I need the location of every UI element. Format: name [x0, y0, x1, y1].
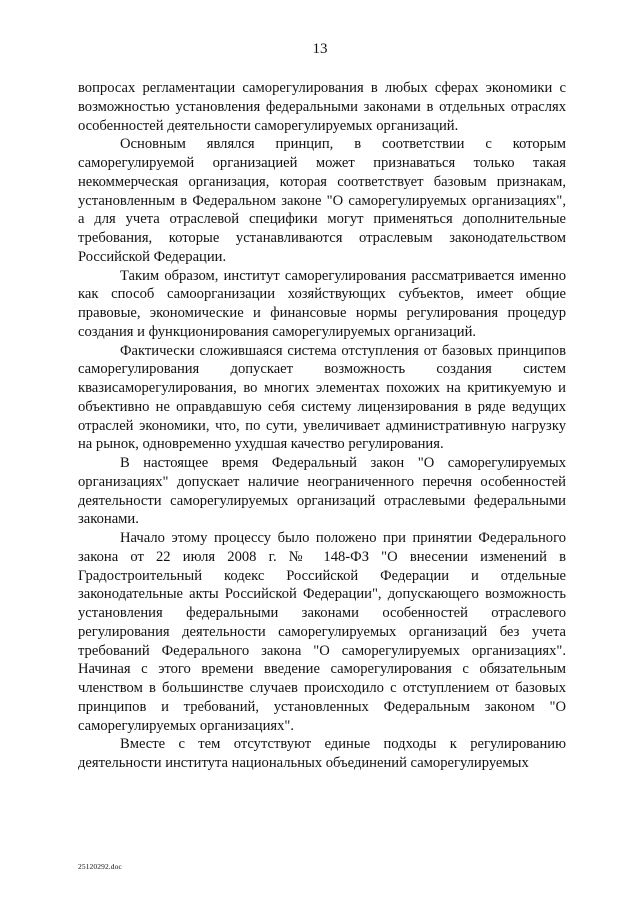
paragraph-quasi-self-regulation: Фактически сложившаяся система отступления от базовых принципов саморегулирования допускает возможность создания систем квазисаморегулирования, во многих элементах похожих на критикуемую и объективно не оправдавшую себя систему лицензирования в ряде ведущих отраслей экономики, что, по сути, увеличивает административную нагрузку на рынок, одновременно ухудшая качество регулирования. [78, 342, 566, 453]
document-body [78, 79, 566, 773]
paragraph-current-law: В настоящее время Федеральный закон "О саморегулируемых организациях" допускает наличие неограниченного перечня особенностей деятельности саморегулируемых организаций отраслевыми федеральными законами. [78, 455, 566, 528]
footer-file-name: 25120292.doc [78, 862, 122, 871]
page-number: 13 [312, 41, 328, 57]
paragraph-national-associations: Вместе с тем отсутствуют единые подходы к регулированию деятельности института национальных объединений саморегулируемых [78, 736, 566, 771]
paragraph-continuation: вопросах регламентации саморегулирования в любых сферах экономики с возможностью установления федеральными законами в отдельных отраслях особенностей деятельности саморегулируемых организаций. [78, 80, 566, 134]
paragraph-self-organization: Таким образом, институт саморегулирования рассматривается именно как способ самоорганизации хозяйствующих субъектов, имеет общие правовые, экономические и финансовые нормы регулирования процедур создания и функционирования саморегулируемых организаций. [78, 267, 566, 340]
paragraph-basic-principle: Основным являлся принцип, в соответствии с которым саморегулируемой организацией может признаваться только такая некоммерческая организация, которая соответствует базовым признакам, установленным в Федеральном законе "О саморегулируемых организациях", а для учета отраслевой специфики могут применяться дополнительные требования, которые устанавливаются отраслевым законодательством Российской Федерации. [78, 136, 566, 265]
paragraph-law-148: Начало этому процессу было положено при принятии Федерального закона от 22 июля 2008 г. № 148-ФЗ "О внесении изменений в Градостроительный кодекс Российской Федерации и отдельные законодательные акты Российской Федерации", допускающего возможность установления федеральными законами особенностей отраслевого регулирования деятельности саморегулируемых организаций без учета требований Федерального закона "О саморегулируемых организациях". Начиная с этого времени введение саморегулирования с обязательным членством в большинстве случаев происходило с отступлением от базовых принципов и требований, установленных Федеральным законом "О саморегулируемых организациях". [78, 530, 566, 734]
